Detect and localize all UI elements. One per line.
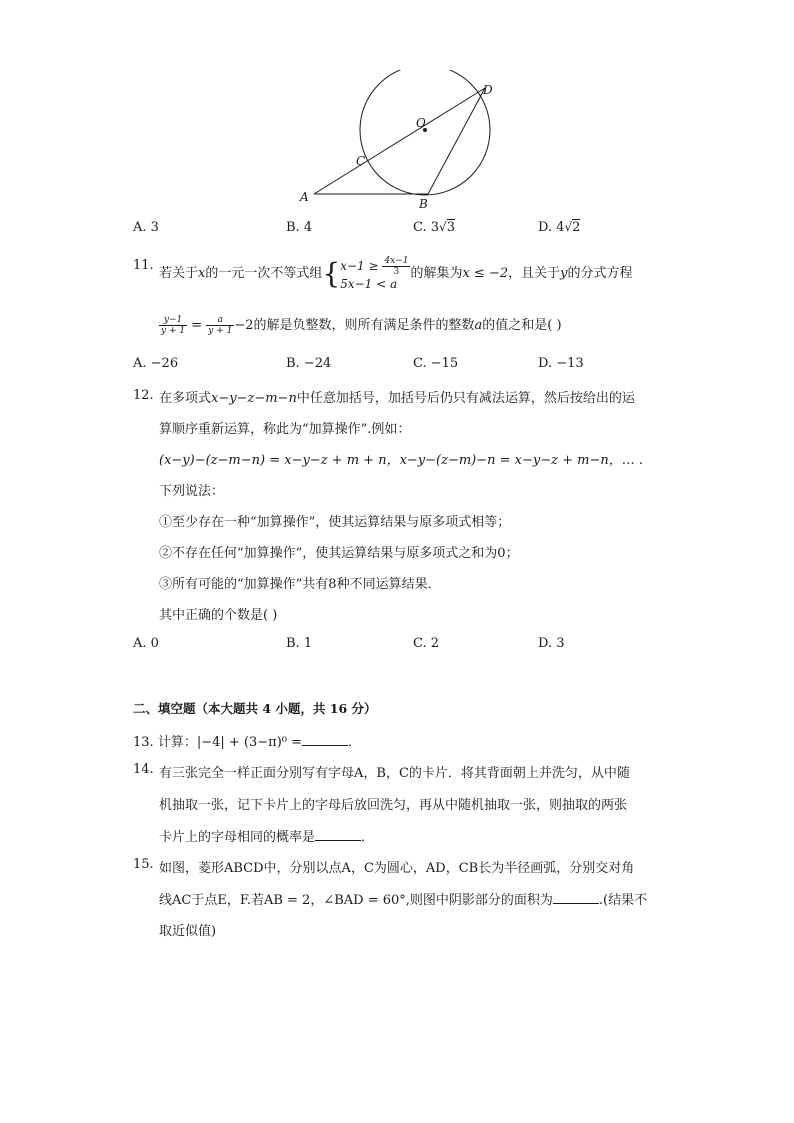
q15-line2: 线AC于点E，F.若AB = 2，∠BAD = 60°,则图中阴影部分的面积为 .(结果不: [159, 893, 648, 908]
segment-bd: [428, 88, 485, 194]
label-a: A: [300, 190, 309, 204]
q12-line3: (x−y)−(z−m−n) = x−y−z + m + n，x−y−(z−m)−n = x−y−z + m−n，… .: [159, 453, 643, 468]
label-c: C: [356, 154, 366, 168]
section-title: 二、填空题（本大题共 4 小题，共 16 分）: [133, 701, 377, 716]
q12-line4: 下列说法：: [159, 484, 225, 499]
q13-answer-blank[interactable]: [302, 733, 348, 746]
q11-number: 11.: [133, 258, 154, 273]
q10-option-d-radicand: 2: [572, 220, 581, 235]
geometry-figure: [290, 70, 510, 210]
circle-o: [360, 70, 490, 195]
q12-statement-1: ①至少存在一种“加算操作”，使其运算结果与原多项式相等；: [159, 515, 511, 530]
q15-number: 15.: [133, 857, 154, 872]
q15-line3: 取近似值): [159, 924, 217, 939]
q12-statement-3: ③所有可能的“加算操作”共有8种不同运算结果．: [159, 577, 441, 592]
q10-option-d-prefix: D. 4: [538, 220, 565, 235]
label-o: O: [416, 116, 426, 130]
q12-question: 其中正确的个数是( ): [159, 608, 278, 623]
q14-number: 14.: [133, 762, 154, 777]
q11-option-b: B. −24: [286, 356, 332, 371]
q12-line2: 算顺序重新运算，称此为“加算操作”.例如：: [159, 422, 411, 437]
q12-line1: 在多项式x−y−z−m−n中任意加括号，加括号后仍只有减法运算，然后按给出的运: [159, 391, 635, 406]
q12-option-c: C. 2: [413, 636, 440, 651]
q14-answer-blank[interactable]: [315, 828, 361, 841]
q11-line1: 若关于x的一元一次不等式组{ x−1 ≥ $\frac{4x-1}{3}$ 5x−1 < a 的解集为x ≤ −2，且关于y的分式方程: [159, 256, 633, 291]
q10-option-a: A. 3: [133, 220, 159, 235]
q14-line1: 有三张完全一样正面分别写有字母A，B，C的卡片．将其背面朝上并洗匀，从中随: [159, 766, 630, 781]
q15-line1: 如图，菱形ABCD中，分别以点A，C为圆心，AD，CB长为半径画弧，分别交对角: [159, 861, 635, 876]
q12-statement-2: ②不存在任何“加算操作”，使其运算结果与原多项式之和为0；: [159, 546, 519, 561]
q11-option-a: A. −26: [133, 356, 179, 371]
q11-option-c: C. −15: [413, 356, 459, 371]
q11-line2: $\frac{y-1}{y + 1}$ = $\frac{a}{y + 1}$ −2的解是负整数，则所有满足条件的整数a的值之和是( ): [161, 315, 562, 336]
q11-option-d: D. −13: [538, 356, 584, 371]
q12-option-d: D. 3: [538, 636, 565, 651]
q10-option-c-radicand: 3: [446, 220, 455, 235]
segment-ad: [314, 88, 485, 194]
q12-option-b: B. 1: [286, 636, 313, 651]
q14-line2: 机抽取一张，记下卡片上的字母后放回洗匀，再从中随机抽取一张，则抽取的两张: [159, 798, 628, 813]
q12-number: 12.: [133, 388, 154, 403]
q10-option-d: D. 4√2: [538, 220, 581, 235]
label-d: D: [483, 83, 493, 97]
label-b: B: [419, 197, 428, 210]
q14-line3: 卡片上的字母相同的概率是 ．: [159, 830, 375, 845]
q10-option-b: B. 4: [286, 220, 313, 235]
q13: 13. 计算：|−4| + (3−π)⁰ = ．: [133, 735, 362, 750]
q12-option-a: A. 0: [133, 636, 159, 651]
q15-answer-blank[interactable]: [553, 891, 599, 904]
q10-option-c-prefix: C. 3: [413, 220, 440, 235]
segment-ob: [425, 130, 428, 194]
q10-option-c: C. 3√3: [413, 220, 455, 235]
